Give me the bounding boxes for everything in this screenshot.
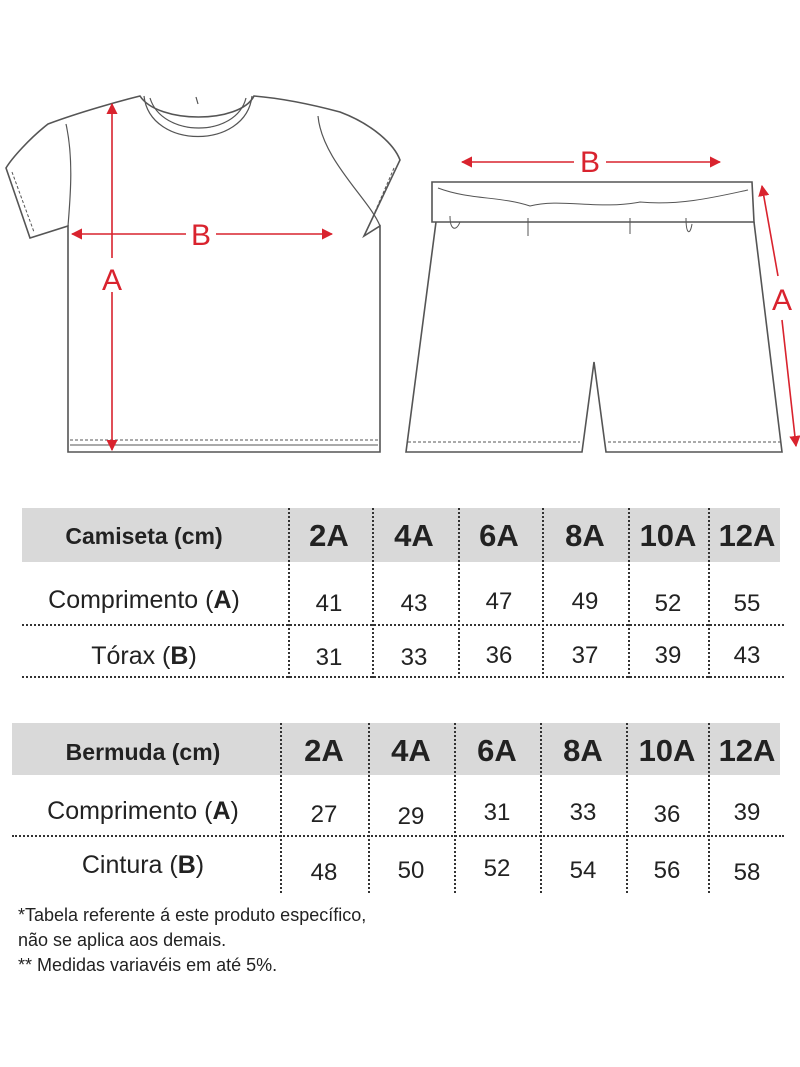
table-cell: 27 <box>310 801 338 828</box>
size-header: 4A <box>391 733 431 768</box>
table-cell: 31 <box>483 799 511 826</box>
bermuda-size-table <box>0 723 800 895</box>
table-cell: 56 <box>653 857 681 884</box>
column-divider <box>626 723 628 893</box>
column-divider <box>628 508 630 678</box>
column-divider <box>458 508 460 678</box>
table-cell: 58 <box>733 859 761 886</box>
table-cell: 33 <box>400 644 428 671</box>
row-label: Tórax (B) <box>91 642 197 670</box>
row-divider <box>22 624 784 626</box>
table-cell: 54 <box>569 857 597 884</box>
column-divider <box>368 723 370 893</box>
table-cell: 37 <box>571 642 599 669</box>
column-divider <box>708 508 710 678</box>
table-header-row <box>0 508 800 562</box>
shorts-width-arrow <box>462 146 720 179</box>
table-cell: 43 <box>733 642 761 669</box>
footnote: não se aplica aos demais. <box>18 930 227 950</box>
row-label: Cintura (B) <box>81 851 205 879</box>
size-header: 10A <box>639 518 697 553</box>
table-cell: 41 <box>315 590 343 617</box>
table-title: Camiseta (cm) <box>65 523 223 549</box>
tshirt-width-arrow <box>72 219 332 252</box>
column-divider <box>540 723 542 893</box>
tshirt-width-label: B <box>190 219 212 252</box>
table-row <box>0 841 800 893</box>
column-divider <box>454 723 456 893</box>
table-cell: 47 <box>485 588 513 615</box>
size-header: 4A <box>394 518 434 553</box>
table-cell: 49 <box>571 588 599 615</box>
camiseta-size-table <box>0 508 800 680</box>
size-header: 12A <box>718 518 776 553</box>
size-header: 8A <box>565 518 605 553</box>
tshirt-outline <box>6 96 400 452</box>
table-header-row <box>0 723 800 775</box>
table-cell: 48 <box>310 859 338 886</box>
shorts-length-arrow <box>762 186 796 446</box>
size-header: 2A <box>304 733 344 768</box>
row-divider <box>12 835 784 837</box>
column-divider <box>708 723 710 893</box>
table-cell: 29 <box>397 803 425 830</box>
row-label: Comprimento (A) <box>48 586 240 614</box>
table-row <box>0 572 800 622</box>
table-row <box>0 783 800 833</box>
column-divider <box>280 723 282 893</box>
table-cell: 50 <box>397 857 425 884</box>
footnote: *Tabela referente á este produto específico, <box>18 905 367 925</box>
table-cell: 52 <box>654 590 682 617</box>
table-cell: 33 <box>569 799 597 826</box>
table-cell: 36 <box>653 801 681 828</box>
table-cell: 43 <box>400 590 428 617</box>
table-title: Bermuda (cm) <box>65 739 221 765</box>
footnote: ** Medidas variavéis em até 5%. <box>18 955 278 975</box>
row-divider <box>22 676 784 678</box>
size-header: 12A <box>718 733 776 768</box>
size-header: 6A <box>477 733 517 768</box>
shorts-width-label: B <box>579 146 601 179</box>
table-cell: 39 <box>733 799 761 826</box>
size-header: 6A <box>479 518 519 553</box>
size-header: 2A <box>309 518 349 553</box>
table-cell: 36 <box>485 642 513 669</box>
table-cell: 55 <box>733 590 761 617</box>
column-divider <box>542 508 544 678</box>
size-header: 8A <box>563 733 603 768</box>
row-label: Comprimento (A) <box>47 797 239 825</box>
column-divider <box>288 508 290 678</box>
garment-measurement-diagram <box>0 0 800 470</box>
table-cell: 39 <box>654 642 682 669</box>
shorts-outline <box>406 182 782 452</box>
size-header: 10A <box>638 733 696 768</box>
tshirt-length-arrow <box>102 104 122 450</box>
footnotes <box>18 903 366 978</box>
table-cell: 31 <box>315 644 343 671</box>
tshirt-length-label: A <box>101 264 123 297</box>
table-cell: 52 <box>483 855 511 882</box>
shorts-length-label: A <box>771 284 793 317</box>
table-row <box>0 630 800 674</box>
column-divider <box>372 508 374 678</box>
